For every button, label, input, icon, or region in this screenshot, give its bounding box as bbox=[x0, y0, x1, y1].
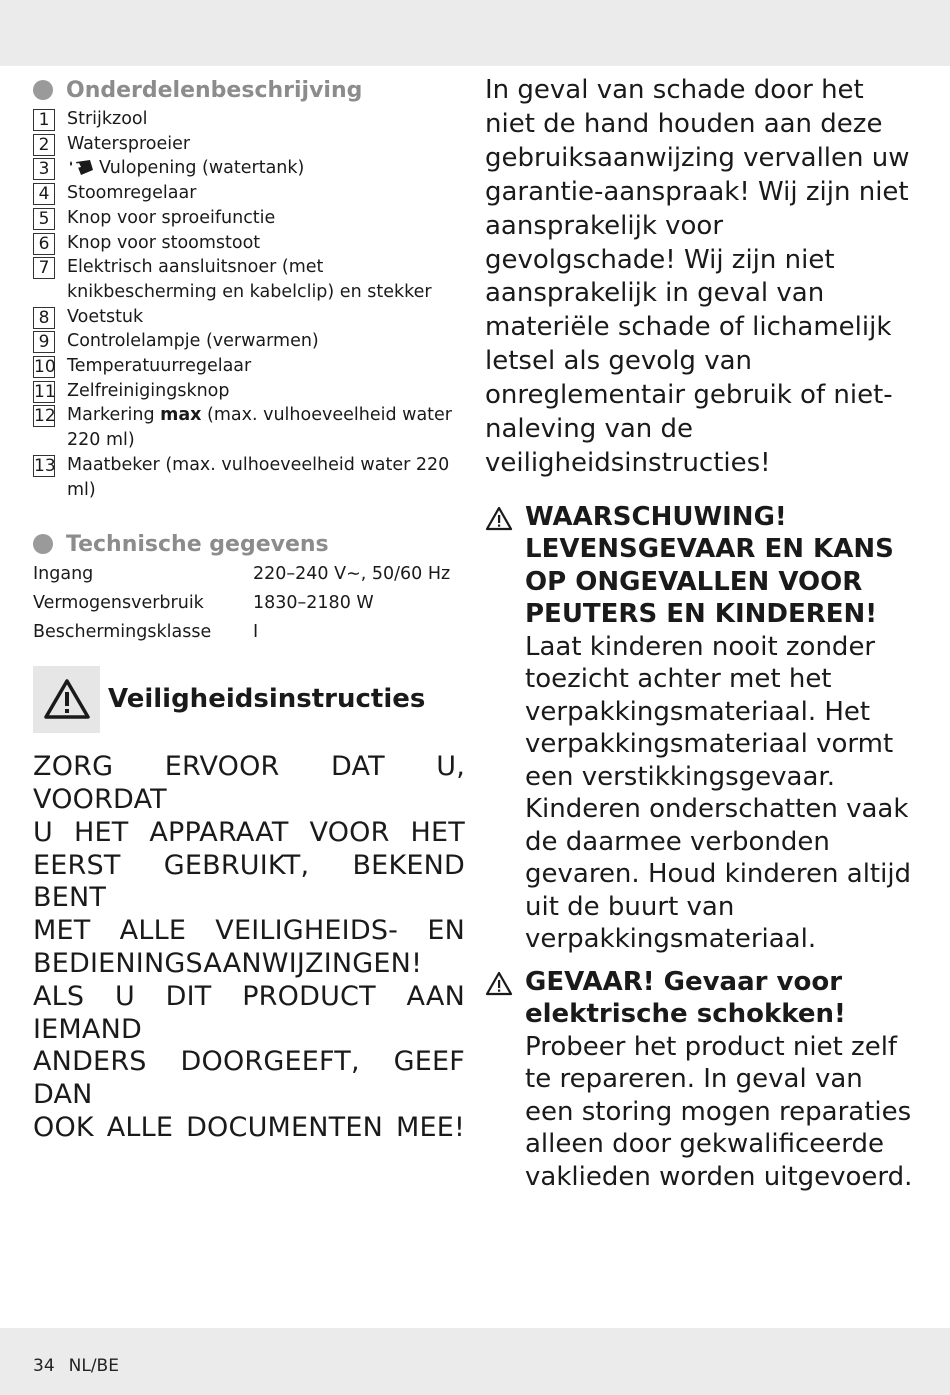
part-label: Voetstuk bbox=[67, 306, 144, 327]
part-label-prefix: Markering bbox=[67, 405, 161, 426]
caps-line: EERST GEBRUIKT, BEKEND BENT bbox=[33, 849, 465, 914]
part-number: 2 bbox=[33, 134, 55, 156]
left-column bbox=[33, 74, 465, 1145]
warranty-intro: In geval van schade door het niet de hand houden aan deze gebruiksaanwijzing vervallen uw garantie-aanspraak! Wij zijn niet aansprakelijk voor gevolgschade! Wij zijn niet aansprakelijk in geval van materiële schade of lichamelijk letsel als gevolg van onreglementair gebruik of niet-naleving van de veiligheidsinstructies! bbox=[485, 75, 910, 478]
part-label: Elektrisch aansluitsnoer (met knikbescherming en kabelclip) en stekker bbox=[67, 257, 432, 302]
caps-line: ALS U DIT PRODUCT AAN IEMAND bbox=[33, 980, 465, 1045]
caps-line: U HET APPARAAT VOOR HET bbox=[33, 816, 465, 848]
part-label bbox=[67, 403, 465, 452]
warning-electric bbox=[485, 966, 915, 1194]
caps-line: BEDIENINGSAANWIJZINGEN! bbox=[33, 948, 423, 980]
part-number: 3 bbox=[33, 158, 55, 180]
parts-section-title: Onderdelenbeschrijving bbox=[66, 77, 363, 103]
list-item bbox=[33, 354, 465, 379]
part-label-suffix: (max. vulhoeveelheid water 220 ml) bbox=[67, 405, 452, 451]
warning-title: GEVAAR! Gevaar voor elektrische schokken! bbox=[525, 966, 846, 1030]
tech-specs-table bbox=[33, 560, 465, 647]
spec-value: I bbox=[253, 622, 259, 643]
spec-label: Beschermingsklasse bbox=[33, 622, 212, 643]
warning-triangle-icon bbox=[33, 666, 100, 733]
part-label-with-icon bbox=[67, 156, 465, 181]
list-item bbox=[33, 231, 465, 256]
part-label: Zelfreinigingsknop bbox=[67, 380, 230, 401]
part-label: Knop voor stoomstoot bbox=[67, 232, 261, 253]
part-number: 1 bbox=[33, 109, 55, 131]
list-item bbox=[33, 305, 465, 330]
part-label: Controlelampje (verwarmen) bbox=[67, 331, 319, 352]
part-label: Knop voor sproeifunctie bbox=[67, 207, 276, 228]
part-number: 5 bbox=[33, 208, 55, 230]
section-bullet-icon bbox=[33, 534, 53, 554]
list-item bbox=[33, 107, 465, 132]
parts-section-heading bbox=[33, 74, 465, 106]
list-item bbox=[33, 379, 465, 404]
table-row bbox=[33, 589, 465, 618]
spec-value: 220–240 V∼, 50/60 Hz bbox=[253, 564, 451, 585]
footer bbox=[33, 1356, 133, 1376]
table-row bbox=[33, 560, 465, 589]
warning-children bbox=[485, 501, 915, 956]
list-item bbox=[33, 132, 465, 157]
caps-line: MET ALLE VEILIGHEIDS- EN bbox=[33, 915, 465, 947]
list-item bbox=[33, 403, 465, 452]
warning-title: WAARSCHUWING! LEVENSGEVAAR EN KANS OP ONGEVALLEN VOOR PEUTERS EN KINDEREN! bbox=[525, 501, 894, 630]
spec-value: 1830–2180 W bbox=[253, 593, 374, 614]
tech-section-title: Technische gegevens bbox=[66, 531, 329, 557]
list-item bbox=[33, 329, 465, 354]
part-number: 13 bbox=[34, 455, 56, 476]
warning-triangle-icon bbox=[485, 506, 515, 535]
right-column bbox=[485, 74, 915, 1193]
warning-body bbox=[525, 501, 915, 956]
part-number: 11 bbox=[34, 381, 56, 402]
caps-line: ZORG ERVOOR DAT U, VOORDAT bbox=[33, 751, 465, 816]
footer-band bbox=[0, 1328, 950, 1395]
caps-line: ANDERS DOORGEEFT, GEEF DAN bbox=[33, 1046, 465, 1111]
header-band bbox=[0, 0, 950, 66]
locale-label: NL/BE bbox=[68, 1356, 119, 1376]
spec-label: Ingang bbox=[33, 564, 94, 585]
list-item bbox=[33, 181, 465, 206]
part-label: Vulopening (watertank) bbox=[99, 158, 305, 179]
part-number: 8 bbox=[33, 307, 55, 329]
list-item bbox=[33, 206, 465, 231]
max-keyword: max bbox=[160, 405, 202, 426]
tech-section-heading bbox=[33, 528, 465, 560]
part-number: 7 bbox=[33, 257, 55, 279]
part-number: 10 bbox=[34, 357, 56, 378]
spec-label: Vermogensverbruik bbox=[33, 593, 204, 614]
page-number: 34 bbox=[33, 1356, 55, 1376]
part-label: Temperatuurregelaar bbox=[67, 356, 252, 377]
safety-caps-notice bbox=[33, 751, 465, 1145]
warning-triangle-icon bbox=[485, 971, 515, 1000]
warning-text: Laat kinderen nooit zonder toezicht achter met het verpakkingsmateriaal. Het verpakkingsmateriaal vormt een verstikkingsgevaar. Kinderen onderschatten vaak de daarmee verbonden gevaren. Houd kinderen altijd uit de buurt van verpakkingsmateriaal. bbox=[525, 631, 912, 955]
safety-title: Veiligheidsinstructies bbox=[108, 684, 426, 715]
part-label: Strijkzool bbox=[67, 109, 148, 129]
part-label: Maatbeker (max. vulhoeveelheid water 220 ml) bbox=[67, 454, 450, 500]
part-number: 12 bbox=[34, 406, 56, 427]
part-label: Stoomregelaar bbox=[67, 183, 197, 204]
warning-body bbox=[525, 966, 915, 1194]
caps-line: OOK ALLE DOCUMENTEN MEE! bbox=[33, 1112, 465, 1144]
part-number: 6 bbox=[33, 233, 55, 255]
part-number: 9 bbox=[33, 331, 55, 353]
parts-list bbox=[33, 107, 465, 502]
warning-text: Probeer het product niet zelf te repareren. In geval van een storing mogen reparaties alleen door gekwalificeerde vaklieden worden uitgevoerd. bbox=[525, 1031, 913, 1192]
list-item bbox=[33, 453, 465, 502]
safety-heading bbox=[33, 665, 465, 733]
table-row bbox=[33, 618, 465, 647]
list-item bbox=[33, 255, 465, 304]
part-label: Watersproeier bbox=[67, 133, 191, 154]
section-bullet-icon bbox=[33, 80, 53, 100]
list-item bbox=[33, 156, 465, 181]
part-number: 4 bbox=[33, 183, 55, 205]
water-fill-icon bbox=[67, 157, 95, 177]
